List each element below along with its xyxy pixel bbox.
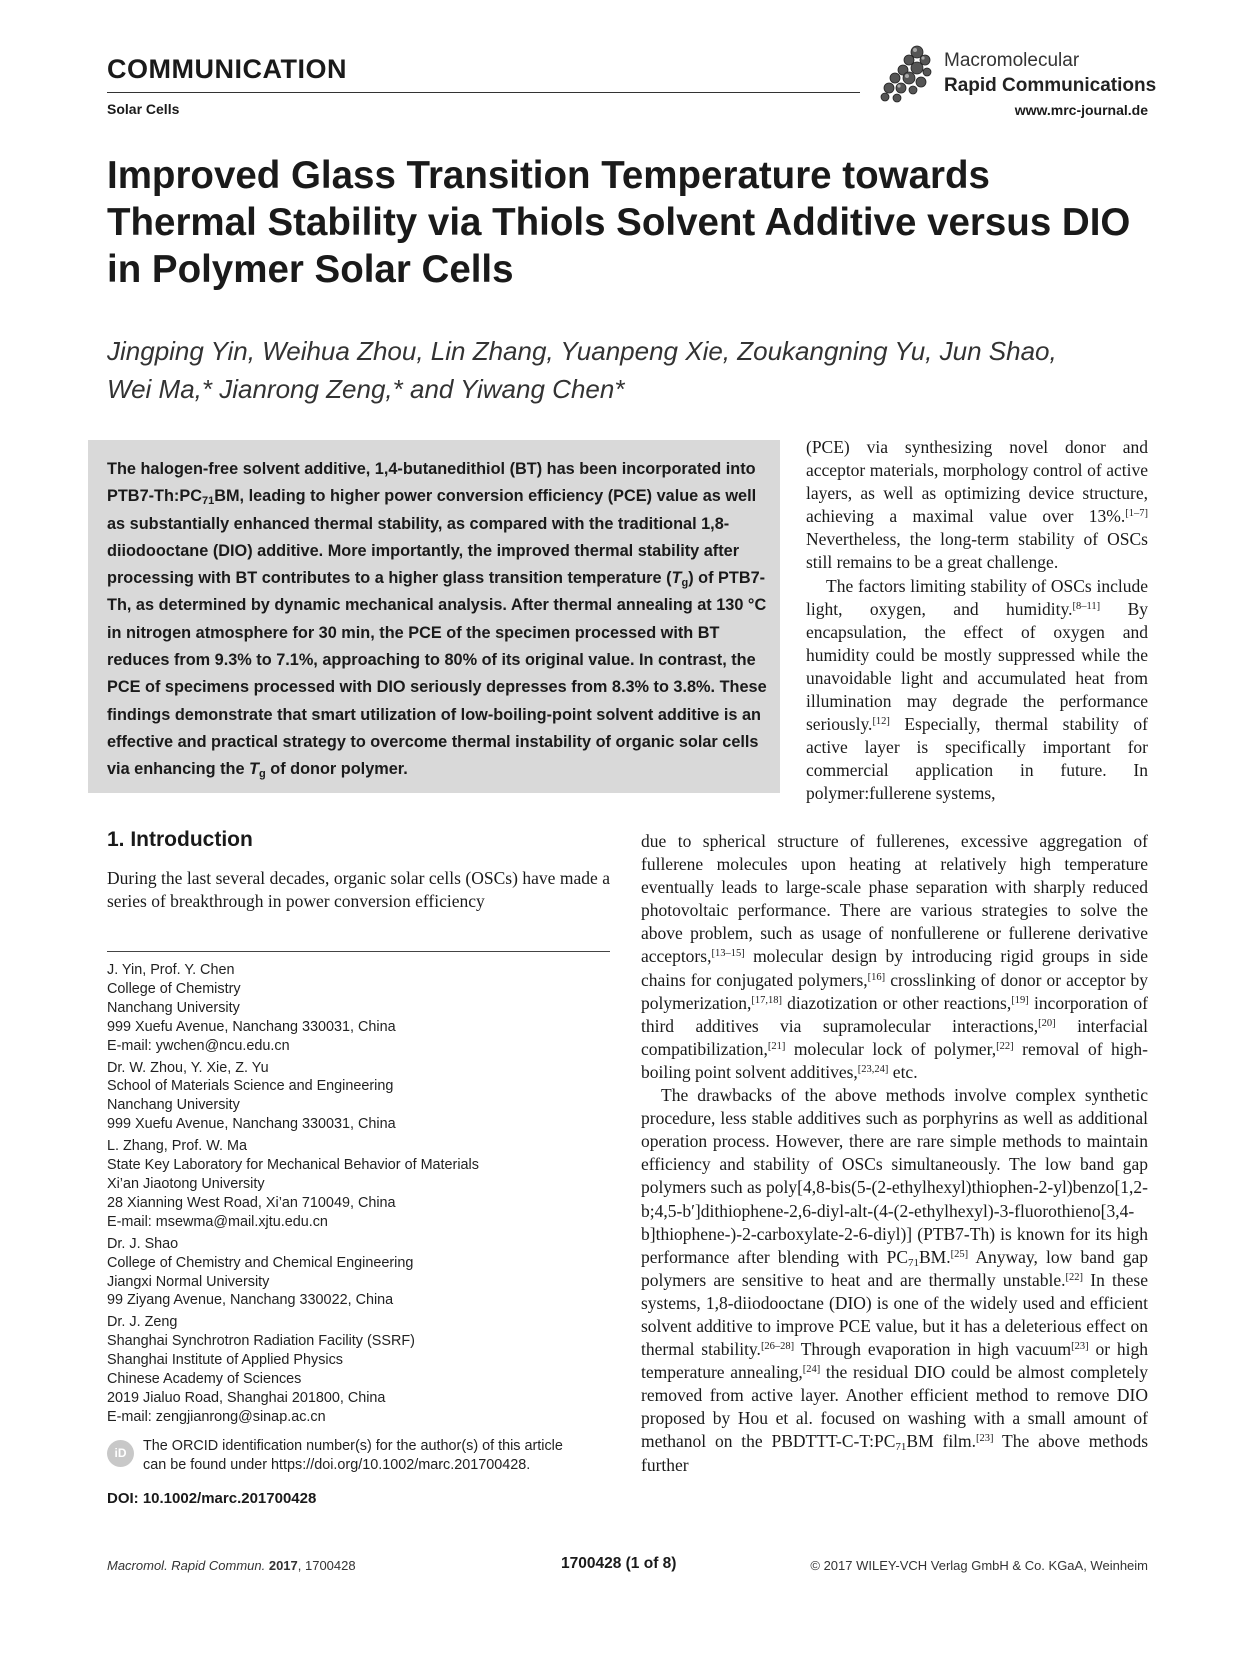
- citation[interactable]: [13–15]: [711, 948, 745, 960]
- citation[interactable]: [25]: [950, 1248, 969, 1260]
- authors-line1: Jingping Yin, Weihua Zhou, Lin Zhang, Yuanpeng Xie, Zoukangning Yu, Jun Shao,: [107, 336, 1057, 366]
- citation[interactable]: [19]: [1011, 994, 1029, 1006]
- paragraph: [641, 1084, 1148, 1477]
- copyright: © 2017 WILEY-VCH Verlag GmbH & Co. KGaA, Weinheim: [810, 1558, 1148, 1573]
- text-run: By encapsulation, the effect of oxygen and humidity could be mostly suppressed while the unavoidable light and accumulated heat from illumination may degrade the performance seriously.: [806, 598, 1148, 735]
- email-link[interactable]: E-mail: msewma@mail.xjtu.edu.cn: [107, 1213, 328, 1230]
- text-run: The above methods further: [641, 1431, 1148, 1475]
- text-run: The factors limiting stability of OSCs include light, oxygen, and humidity.: [806, 575, 1148, 619]
- citation[interactable]: [1–7]: [1125, 508, 1148, 520]
- section-label: COMMUNICATION: [107, 54, 347, 84]
- subsection-label: Solar Cells: [107, 101, 180, 117]
- text-run: diazotization or other reactions,: [781, 992, 1012, 1013]
- affiliation-group: [107, 1059, 610, 1135]
- affiliation-line: Shanghai Institute of Applied Physics: [107, 1352, 343, 1369]
- text-run: Especially, thermal stability of active layer is specifically important for commercial application in future. In polymer:fullerene systems,: [806, 714, 1148, 804]
- citation[interactable]: [23]: [976, 1433, 994, 1445]
- citation[interactable]: [8–11]: [1072, 600, 1101, 612]
- article-title: Improved Glass Transition Temperature towards Thermal Stability via Thiols Solvent Additive versus DIO in Polymer Solar Cells: [107, 154, 1131, 291]
- citation[interactable]: [12]: [872, 716, 890, 728]
- tg-symbol: T: [249, 760, 259, 779]
- text-run: incorporation of third additives via supramolecular interactions,: [641, 992, 1148, 1036]
- affiliation-line: College of Chemistry and Chemical Engineering: [107, 1254, 414, 1271]
- text-run: (PCE) via synthesizing novel donor and acceptor materials, morphology control of active layers, as well as optimizing device structure, achieving a maximal value over 13%.: [806, 437, 1148, 527]
- affiliation-line: Chinese Academy of Sciences: [107, 1371, 302, 1388]
- journal-name-line1: Macromolecular: [944, 50, 1080, 71]
- paragraph: [806, 436, 1148, 575]
- affiliation-rule: [107, 951, 610, 952]
- tg-symbol: T: [671, 569, 682, 588]
- journal-name-line2: Rapid Communications: [944, 75, 1157, 96]
- email-link[interactable]: E-mail: zengjianrong@sinap.ac.cn: [107, 1408, 326, 1425]
- text-run: etc.: [888, 1061, 918, 1082]
- section-heading-introduction: 1. Introduction: [107, 828, 253, 851]
- citation[interactable]: [16]: [867, 971, 886, 983]
- author-list: [107, 332, 1147, 408]
- page-number: 1700428 (1 of 8): [561, 1555, 677, 1572]
- affiliation-group: [107, 1235, 610, 1311]
- authors-line2: Wei Ma,* Jianrong Zeng,* and Yiwang Chen*: [107, 374, 625, 404]
- abstract-part: The halogen-free solvent additive, 1,4-butanedithiol (BT) has been incorporated into PTB7-Th:PC: [107, 460, 756, 506]
- abstract-text: [107, 456, 767, 784]
- orcid-note-line1: The ORCID identification number(s) for the author(s) of this article: [143, 1438, 563, 1454]
- doi-link[interactable]: DOI: 10.1002/marc.201700428: [107, 1490, 317, 1507]
- journal-url[interactable]: www.mrc-journal.de: [1014, 102, 1148, 118]
- text-run: the residual DIO could be almost completely removed from active layer. Another efficient method to remove DIO proposed by Hou et al. focused on washing with a small amount of methanol on the PBDTTT-C-T:PC: [641, 1362, 1148, 1452]
- abstract-part: of donor polymer.: [265, 760, 408, 779]
- subscript: 71: [908, 1256, 919, 1269]
- text-run: Through evaporation in high vacuum: [794, 1339, 1072, 1360]
- text-run: crosslinking of donor or acceptor by polymerization,: [641, 969, 1148, 1013]
- citation[interactable]: [22]: [996, 1040, 1014, 1052]
- affiliation-line: State Key Laboratory for Mechanical Behavior of Materials: [107, 1157, 479, 1174]
- text-run: due to spherical structure of fullerenes, excessive aggregation of fullerene molecules upon heating at relatively high temperature eventually leads to large-scale phase separation with sharply reduced photovoltaic performance. There are various strategies to solve the above problem, such as usage of nonfullerene or fullerene derivative acceptors,: [641, 831, 1148, 967]
- text-run: In these systems, 1,8-diiodooctane (DIO) is one of the widely used and efficient solvent additive to improve PCE value, but it has a deleterious effect on thermal stability.: [641, 1269, 1148, 1360]
- text-run: molecular design by introducing rigid groups in side chains for conjugated polymers,: [641, 946, 1148, 990]
- text-run: or high temperature annealing,: [641, 1339, 1148, 1383]
- text-run: Anyway, low band gap polymers are sensitive to heat and are thermally unstable.: [641, 1246, 1148, 1290]
- affiliation-line: 999 Xuefu Avenue, Nanchang 330031, China: [107, 1116, 396, 1133]
- text-run: BM.: [919, 1246, 951, 1267]
- affiliation-line: School of Materials Science and Engineering: [107, 1078, 394, 1095]
- subscript: 71: [895, 1441, 907, 1454]
- affiliation-line: Jiangxi Normal University: [107, 1273, 270, 1290]
- affiliation-line: J. Yin, Prof. Y. Chen: [107, 962, 235, 978]
- text-run: The drawbacks of the above methods involve complex synthetic procedure, less stable additives such as porphyrins as well as additional operation process. However, there are rare simple methods to maintain efficiency and stability of OSCs simultaneously. The low band gap polymers such as poly[4,8-bis(5-(2-ethylhexyl)thiophen-2-yl)benzo[1,2-b;4,5-b′]dithiophene-2,6-diyl-alt-(4-(2-ethylhexyl)-3-fluorothieno[3,4-b]thiophene-)-2-carboxylate-2-6-diyl)] (PTB7-Th) is known for its high performance after blending with PC: [641, 1085, 1148, 1267]
- abstract-subscript: 71: [201, 495, 215, 508]
- affiliation-line: 28 Xianning West Road, Xi’an 710049, China: [107, 1194, 396, 1211]
- citation[interactable]: [22]: [1065, 1271, 1084, 1283]
- affiliation-line: Nanchang University: [107, 999, 240, 1016]
- molecule-icon: [877, 42, 937, 104]
- affiliation-line: L. Zhang, Prof. W. Ma: [107, 1138, 247, 1155]
- affiliations: [107, 961, 610, 1430]
- orcid-icon[interactable]: iD: [107, 1440, 134, 1467]
- right-column-lower: [641, 830, 1148, 1477]
- footer-citation: [107, 1558, 356, 1573]
- email-link[interactable]: E-mail: ywchen@ncu.edu.cn: [107, 1037, 290, 1054]
- affiliation-line: 99 Ziyang Avenue, Nanchang 330022, China: [107, 1292, 394, 1309]
- affiliation-group: [107, 961, 610, 1056]
- tg-subscript: g: [259, 768, 266, 781]
- paragraph: [641, 830, 1148, 1084]
- abstract-part: BM, leading to higher power conversion efficiency (PCE) value as well as substantially enhanced thermal stability, as compared with the traditional 1,8-diiodooctane (DIO) additive. More importantly, the improved thermal stability after processing with BT contributes to a higher glass transition temperature (: [107, 487, 757, 588]
- orcid-note: [143, 1437, 613, 1474]
- citation[interactable]: [26–28]: [760, 1341, 795, 1353]
- affiliation-line: Dr. J. Shao: [107, 1235, 179, 1252]
- footer-year: 2017: [268, 1558, 298, 1573]
- footer-article-number: , 1700428: [297, 1558, 356, 1573]
- affiliation-line: 999 Xuefu Avenue, Nanchang 330031, China: [107, 1018, 396, 1035]
- citation[interactable]: [17,18]: [751, 994, 782, 1006]
- citation[interactable]: [23,24]: [857, 1063, 889, 1075]
- affiliation-line: Dr. J. Zeng: [107, 1314, 178, 1331]
- header-rule: [107, 92, 860, 93]
- text-run: interfacial compatibilization,: [641, 1015, 1148, 1059]
- affiliation-line: College of Chemistry: [107, 980, 241, 997]
- text-run: molecular lock of polymer,: [785, 1038, 997, 1059]
- text-run: Nevertheless, the long-term stability of OSCs still remains to be a great challenge.: [806, 529, 1148, 573]
- abstract-part: ) of PTB7-Th, as determined by dynamic mechanical analysis. After thermal annealing at 130 °C in nitrogen atmosphere for 30 min, the PCE of the specimen processed with BT reduces from 9.3% to 7.1%, approaching to 80% of its original value. In contrast, the PCE of specimens processed with DIO seriously depresses from 8.3% to 3.8%. These findings demonstrate that smart utilization of low-boiling-point solvent additive is an effective and practical strategy to overcome thermal instability of organic solar cells via enhancing the: [107, 569, 767, 779]
- orcid-note-line2[interactable]: can be found under https://doi.org/10.1002/marc.201700428.: [143, 1456, 531, 1473]
- introduction-paragraph: During the last several decades, organic solar cells (OSCs) have made a series of breakthrough in power conversion efficiency: [107, 868, 610, 912]
- text-run: BM film.: [906, 1431, 977, 1452]
- affiliation-line: Xi’an Jiaotong University: [107, 1175, 265, 1192]
- citation[interactable]: [23]: [1071, 1341, 1089, 1353]
- affiliation-group: [107, 1313, 610, 1426]
- footer-journal: Macromol. Rapid Commun.: [107, 1558, 266, 1573]
- affiliation-line: Dr. W. Zhou, Y. Xie, Z. Yu: [107, 1059, 269, 1076]
- affiliation-line: Nanchang University: [107, 1097, 240, 1114]
- citation[interactable]: [20]: [1038, 1017, 1056, 1029]
- affiliation-line: 2019 Jialuo Road, Shanghai 201800, China: [107, 1389, 386, 1406]
- affiliation-line: Shanghai Synchrotron Radiation Facility (SSRF): [107, 1333, 415, 1350]
- tg-subscript: g: [681, 577, 689, 590]
- paragraph: [806, 575, 1148, 806]
- affiliation-group: [107, 1137, 610, 1232]
- citation[interactable]: [24]: [802, 1364, 821, 1376]
- right-column-upper: [806, 436, 1148, 806]
- text-run: removal of high-boiling point solvent additives,: [641, 1038, 1149, 1082]
- citation[interactable]: [21]: [767, 1040, 786, 1052]
